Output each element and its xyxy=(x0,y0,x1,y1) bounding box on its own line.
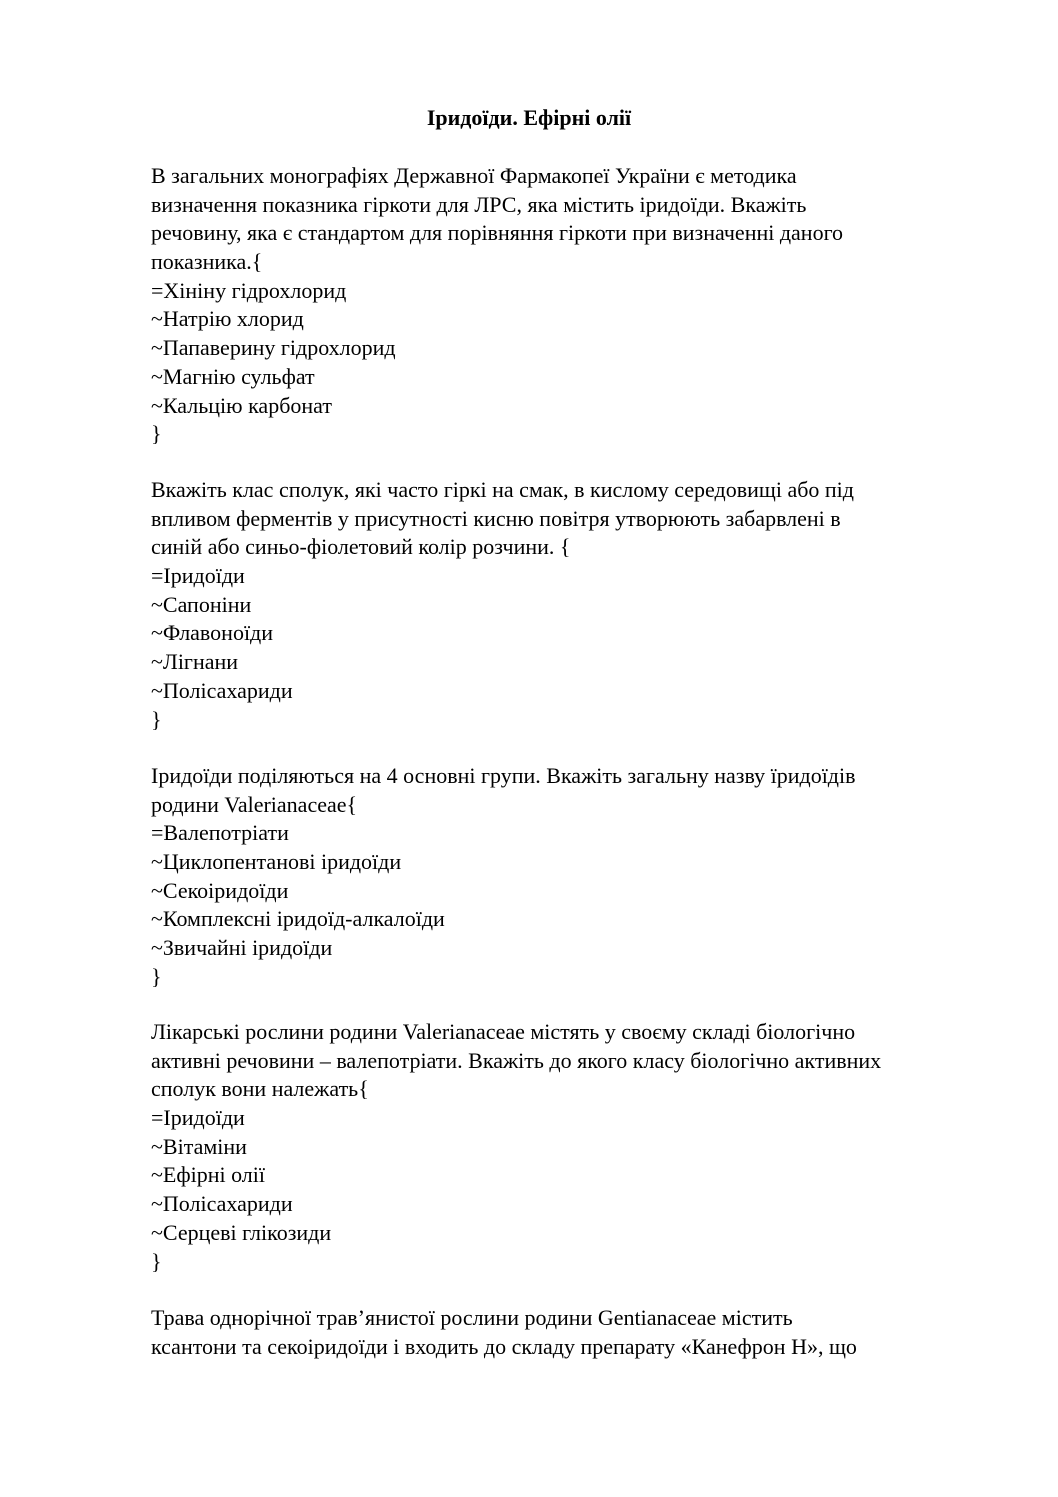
answer-option: ~Магнію сульфат xyxy=(151,363,315,389)
question-text-line: активні речовини – валепотріати. Вкажіть до якого класу біологічно активних xyxy=(151,1047,882,1073)
answer-option: ~Вітаміни xyxy=(151,1133,247,1159)
answer-option: ~Секоіридоїди xyxy=(151,877,289,903)
question-text-line: Трава однорічної трав’янистої рослини родини Gentianaceae містить xyxy=(151,1305,793,1330)
answer-option: ~Ефірні олії xyxy=(151,1162,266,1188)
answer-option: ~Натрію хлорид xyxy=(151,306,304,332)
answer-option: ~Комплексні іридоїд-алкалоїди xyxy=(151,906,445,932)
question-text-line: родини Valerianaceae{ xyxy=(151,791,358,817)
question-text-line: ксантони та секоіридоїди і входить до складу препарату «Канефрон Н», що xyxy=(151,1333,857,1359)
answer-option: ~Полісахариди xyxy=(151,677,293,703)
answer-option: ~Серцеві глікозиди xyxy=(151,1219,332,1245)
closing-brace: } xyxy=(151,1248,162,1274)
correct-answer: =Хініну гідрохлорид xyxy=(151,277,347,303)
correct-answer: =Валепотріати xyxy=(151,820,289,846)
question-text-line: впливом ферментів у присутності кисню повітря утворюють забарвлені в xyxy=(151,505,841,531)
question-text-line: сполук вони належать{ xyxy=(151,1076,369,1102)
answer-option: ~Лігнани xyxy=(151,649,239,675)
question-block xyxy=(151,762,991,992)
closing-brace: } xyxy=(151,963,162,989)
question-block xyxy=(151,1304,991,1361)
question-block xyxy=(151,162,991,449)
question-text-line: речовину, яка є стандартом для порівняння гіркоти при визначенні даного xyxy=(151,220,844,246)
correct-answer: =Іридоїди xyxy=(151,563,245,589)
answer-option: ~Папаверину гідрохлорид xyxy=(151,335,396,361)
question-block xyxy=(151,476,991,734)
question-text-line: В загальних монографіях Державної Фармакопеї України є методика xyxy=(151,163,797,188)
answer-option: ~Циклопентанові іридоїди xyxy=(151,849,402,875)
closing-brace: } xyxy=(151,421,162,447)
correct-answer: =Іридоїди xyxy=(151,1105,245,1131)
answer-option: ~Звичайні іридоїди xyxy=(151,935,333,961)
document-title: Іридоїди. Ефірні олії xyxy=(426,105,632,130)
question-text-line: Лікарські рослини родини Valerianaceae містять у своєму складі біологічно xyxy=(151,1019,856,1044)
question-text-line: показника.{ xyxy=(151,249,263,275)
question-block xyxy=(151,1018,991,1276)
question-text-line: Вкажіть клас сполук, які часто гіркі на смак, в кислому середовищі або під xyxy=(151,477,854,502)
question-text-line: синій або синьо-фіолетовий колір розчини. { xyxy=(151,534,571,560)
question-text-line: Іридоїди поділяються на 4 основні групи. Вкажіть загальну назву їридоїдів xyxy=(151,763,856,788)
answer-option: ~Кальцію карбонат xyxy=(151,392,332,418)
closing-brace: } xyxy=(151,706,162,732)
answer-option: ~Флавоноїди xyxy=(151,620,274,646)
answer-option: ~Сапоніни xyxy=(151,591,252,617)
answer-option: ~Полісахариди xyxy=(151,1191,293,1217)
question-text-line: визначення показника гіркоти для ЛРС, яка містить іридоїди. Вкажіть xyxy=(151,191,807,217)
